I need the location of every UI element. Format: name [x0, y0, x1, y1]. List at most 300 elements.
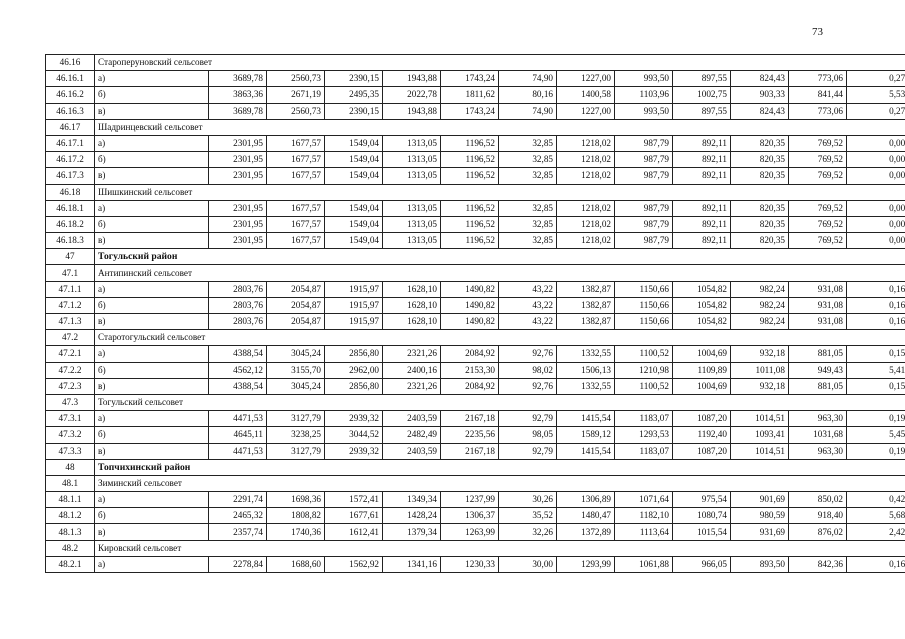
row-code: 48.1: [46, 475, 95, 491]
value-cell: 92,79: [499, 411, 557, 427]
value-cell: 1549,04: [325, 200, 383, 216]
value-cell: 5,53: [847, 87, 905, 103]
value-cell: 1372,89: [557, 524, 615, 540]
value-cell: 892,11: [673, 200, 731, 216]
value-cell: 1743,24: [441, 103, 499, 119]
value-cell: 32,26: [499, 524, 557, 540]
value-cell: 1677,57: [267, 216, 325, 232]
row-code: 46.17.1: [46, 135, 95, 151]
value-cell: 769,52: [789, 135, 847, 151]
row-code: 48.2.1: [46, 556, 95, 572]
value-cell: 3127,79: [267, 443, 325, 459]
value-cell: 1109,89: [673, 362, 731, 378]
value-cell: 987,79: [615, 200, 673, 216]
value-cell: 0,27: [847, 103, 905, 119]
value-cell: 2803,76: [209, 314, 267, 330]
row-variant: а): [95, 200, 209, 216]
data-table: [45, 54, 905, 573]
value-cell: 1103,96: [615, 87, 673, 103]
value-cell: 1313,05: [383, 168, 441, 184]
value-cell: 1549,04: [325, 233, 383, 249]
value-cell: 1218,02: [557, 216, 615, 232]
value-cell: 931,69: [731, 524, 789, 540]
value-cell: 1349,34: [383, 492, 441, 508]
value-cell: 1313,05: [383, 135, 441, 151]
row-code: 46.17.2: [46, 152, 95, 168]
row-variant: б): [95, 87, 209, 103]
district-title: Топчихинский район: [95, 459, 905, 475]
value-cell: 982,24: [731, 297, 789, 313]
section-title: Зиминский сельсовет: [95, 475, 905, 491]
value-cell: 1230,33: [441, 556, 499, 572]
value-cell: 92,79: [499, 443, 557, 459]
value-cell: 32,85: [499, 152, 557, 168]
table-row: [46, 233, 905, 249]
value-cell: 98,02: [499, 362, 557, 378]
value-cell: 1332,55: [557, 346, 615, 362]
value-cell: 2301,95: [209, 200, 267, 216]
value-cell: 949,43: [789, 362, 847, 378]
value-cell: 1087,20: [673, 411, 731, 427]
row-variant: б): [95, 508, 209, 524]
row-code: 46.16.1: [46, 71, 95, 87]
row-code: 46.17: [46, 119, 95, 135]
value-cell: 932,18: [731, 346, 789, 362]
section-title: Антипинский сельсовет: [95, 265, 905, 281]
value-cell: 903,33: [731, 87, 789, 103]
value-cell: 1196,52: [441, 216, 499, 232]
value-cell: 820,35: [731, 168, 789, 184]
value-cell: 769,52: [789, 152, 847, 168]
table-row: [46, 297, 905, 313]
value-cell: 1428,24: [383, 508, 441, 524]
row-code: 46.18.2: [46, 216, 95, 232]
value-cell: 0,00: [847, 168, 905, 184]
row-code: 46.16.2: [46, 87, 95, 103]
value-cell: 1549,04: [325, 152, 383, 168]
value-cell: 1293,99: [557, 556, 615, 572]
section-row: [46, 119, 905, 135]
value-cell: 2390,15: [325, 103, 383, 119]
district-title: Тогульский район: [95, 249, 905, 265]
value-cell: 2962,00: [325, 362, 383, 378]
value-cell: 3689,78: [209, 71, 267, 87]
value-cell: 1183,07: [615, 411, 673, 427]
row-code: 47.1.1: [46, 281, 95, 297]
row-code: 47.3.1: [46, 411, 95, 427]
value-cell: 1150,66: [615, 281, 673, 297]
value-cell: 2403,59: [383, 411, 441, 427]
value-cell: 966,05: [673, 556, 731, 572]
value-cell: 2390,15: [325, 71, 383, 87]
value-cell: 1218,02: [557, 233, 615, 249]
value-cell: 4645,11: [209, 427, 267, 443]
row-code: 47.1.2: [46, 297, 95, 313]
value-cell: 1628,10: [383, 297, 441, 313]
row-code: 46.16: [46, 55, 95, 71]
value-cell: 1004,69: [673, 346, 731, 362]
row-code: 48: [46, 459, 95, 475]
value-cell: 2301,95: [209, 216, 267, 232]
value-cell: 2321,26: [383, 378, 441, 394]
section-row: [46, 330, 905, 346]
value-cell: 1915,97: [325, 314, 383, 330]
value-cell: 1080,74: [673, 508, 731, 524]
value-cell: 1915,97: [325, 281, 383, 297]
table-row: [46, 524, 905, 540]
value-cell: 2357,74: [209, 524, 267, 540]
value-cell: 1490,82: [441, 314, 499, 330]
value-cell: 881,05: [789, 378, 847, 394]
value-cell: 1150,66: [615, 297, 673, 313]
value-cell: 1182,10: [615, 508, 673, 524]
row-code: 48.2: [46, 540, 95, 556]
value-cell: 4471,53: [209, 443, 267, 459]
row-code: 46.18: [46, 184, 95, 200]
row-code: 47.2.2: [46, 362, 95, 378]
section-title: Шишкинский сельсовет: [95, 184, 905, 200]
value-cell: 842,36: [789, 556, 847, 572]
table-row: [46, 314, 905, 330]
value-cell: 820,35: [731, 152, 789, 168]
value-cell: 2482,49: [383, 427, 441, 443]
value-cell: 897,55: [673, 103, 731, 119]
value-cell: 892,11: [673, 233, 731, 249]
value-cell: 1943,88: [383, 103, 441, 119]
value-cell: 2803,76: [209, 297, 267, 313]
value-cell: 43,22: [499, 281, 557, 297]
value-cell: 987,79: [615, 216, 673, 232]
value-cell: 1549,04: [325, 216, 383, 232]
value-cell: 1227,00: [557, 71, 615, 87]
row-variant: а): [95, 346, 209, 362]
row-code: 47.3: [46, 394, 95, 410]
table-row: [46, 103, 905, 119]
value-cell: 4388,54: [209, 378, 267, 394]
row-code: 47.2: [46, 330, 95, 346]
row-variant: в): [95, 233, 209, 249]
value-cell: 1306,37: [441, 508, 499, 524]
value-cell: 1054,82: [673, 281, 731, 297]
value-cell: 1808,82: [267, 508, 325, 524]
value-cell: 893,50: [731, 556, 789, 572]
section-row: [46, 184, 905, 200]
value-cell: 0,42: [847, 492, 905, 508]
value-cell: 1572,41: [325, 492, 383, 508]
value-cell: 1210,98: [615, 362, 673, 378]
value-cell: 892,11: [673, 216, 731, 232]
value-cell: 74,90: [499, 103, 557, 119]
value-cell: 1379,34: [383, 524, 441, 540]
value-cell: 2321,26: [383, 346, 441, 362]
table-row: [46, 135, 905, 151]
row-code: 48.1.1: [46, 492, 95, 508]
row-variant: в): [95, 443, 209, 459]
value-cell: 1677,61: [325, 508, 383, 524]
row-variant: в): [95, 524, 209, 540]
value-cell: 975,54: [673, 492, 731, 508]
section-title: Староперуновский сельсовет: [95, 55, 905, 71]
value-cell: 1293,53: [615, 427, 673, 443]
value-cell: 1227,00: [557, 103, 615, 119]
value-cell: 32,85: [499, 168, 557, 184]
value-cell: 2495,35: [325, 87, 383, 103]
value-cell: 2301,95: [209, 233, 267, 249]
value-cell: 2939,32: [325, 411, 383, 427]
row-variant: в): [95, 314, 209, 330]
section-title: Тогульский сельсовет: [95, 394, 905, 410]
value-cell: 1480,47: [557, 508, 615, 524]
value-cell: 1628,10: [383, 314, 441, 330]
value-cell: 3045,24: [267, 378, 325, 394]
value-cell: 1196,52: [441, 152, 499, 168]
row-code: 48.1.2: [46, 508, 95, 524]
value-cell: 2235,56: [441, 427, 499, 443]
row-variant: а): [95, 492, 209, 508]
value-cell: 1002,75: [673, 87, 731, 103]
table-row: [46, 443, 905, 459]
value-cell: 1100,52: [615, 346, 673, 362]
value-cell: 1415,54: [557, 443, 615, 459]
value-cell: 1677,57: [267, 135, 325, 151]
page-number: 73: [812, 26, 823, 38]
row-code: 47.3.3: [46, 443, 95, 459]
value-cell: 1100,52: [615, 378, 673, 394]
value-cell: 32,85: [499, 135, 557, 151]
value-cell: 824,43: [731, 103, 789, 119]
value-cell: 1332,55: [557, 378, 615, 394]
value-cell: 2054,87: [267, 314, 325, 330]
value-cell: 982,24: [731, 314, 789, 330]
value-cell: 892,11: [673, 152, 731, 168]
value-cell: 769,52: [789, 200, 847, 216]
row-code: 48.1.3: [46, 524, 95, 540]
value-cell: 3155,70: [267, 362, 325, 378]
value-cell: 1400,58: [557, 87, 615, 103]
value-cell: 2560,73: [267, 103, 325, 119]
value-cell: 2,42: [847, 524, 905, 540]
value-cell: 876,02: [789, 524, 847, 540]
section-row: [46, 394, 905, 410]
value-cell: 2054,87: [267, 297, 325, 313]
value-cell: 1811,62: [441, 87, 499, 103]
value-cell: 1031,68: [789, 427, 847, 443]
value-cell: 2939,32: [325, 443, 383, 459]
value-cell: 931,08: [789, 314, 847, 330]
value-cell: 1150,66: [615, 314, 673, 330]
value-cell: 2856,80: [325, 346, 383, 362]
row-variant: б): [95, 297, 209, 313]
value-cell: 2403,59: [383, 443, 441, 459]
district-row: [46, 459, 905, 475]
value-cell: 993,50: [615, 71, 673, 87]
value-cell: 987,79: [615, 168, 673, 184]
value-cell: 1196,52: [441, 233, 499, 249]
value-cell: 820,35: [731, 135, 789, 151]
row-variant: а): [95, 71, 209, 87]
value-cell: 2022,78: [383, 87, 441, 103]
section-title: Кировский сельсовет: [95, 540, 905, 556]
value-cell: 1218,02: [557, 135, 615, 151]
value-cell: 824,43: [731, 71, 789, 87]
section-row: [46, 55, 905, 71]
value-cell: 1218,02: [557, 200, 615, 216]
value-cell: 1313,05: [383, 200, 441, 216]
table-row: [46, 71, 905, 87]
value-cell: 3127,79: [267, 411, 325, 427]
value-cell: 1677,57: [267, 200, 325, 216]
value-cell: 1589,12: [557, 427, 615, 443]
value-cell: 0,00: [847, 233, 905, 249]
value-cell: 897,55: [673, 71, 731, 87]
value-cell: 2167,18: [441, 411, 499, 427]
value-cell: 1677,57: [267, 233, 325, 249]
table-row: [46, 362, 905, 378]
value-cell: 4562,12: [209, 362, 267, 378]
value-cell: 2291,74: [209, 492, 267, 508]
row-code: 46.18.3: [46, 233, 95, 249]
value-cell: 1093,41: [731, 427, 789, 443]
value-cell: 0,00: [847, 152, 905, 168]
value-cell: 901,69: [731, 492, 789, 508]
row-variant: а): [95, 135, 209, 151]
value-cell: 2301,95: [209, 135, 267, 151]
value-cell: 2560,73: [267, 71, 325, 87]
value-cell: 3238,25: [267, 427, 325, 443]
value-cell: 3044,52: [325, 427, 383, 443]
section-title: Старотогульский сельсовет: [95, 330, 905, 346]
value-cell: 0,16: [847, 297, 905, 313]
value-cell: 74,90: [499, 71, 557, 87]
value-cell: 3045,24: [267, 346, 325, 362]
value-cell: 92,76: [499, 378, 557, 394]
row-code: 47.1.3: [46, 314, 95, 330]
value-cell: 1237,99: [441, 492, 499, 508]
value-cell: 987,79: [615, 233, 673, 249]
value-cell: 1506,13: [557, 362, 615, 378]
value-cell: 769,52: [789, 216, 847, 232]
value-cell: 892,11: [673, 168, 731, 184]
value-cell: 1004,69: [673, 378, 731, 394]
value-cell: 2167,18: [441, 443, 499, 459]
value-cell: 5,41: [847, 362, 905, 378]
value-cell: 2084,92: [441, 378, 499, 394]
value-cell: 931,08: [789, 297, 847, 313]
value-cell: 1192,40: [673, 427, 731, 443]
value-cell: 3863,36: [209, 87, 267, 103]
value-cell: 1113,64: [615, 524, 673, 540]
value-cell: 1196,52: [441, 200, 499, 216]
value-cell: 0,16: [847, 281, 905, 297]
value-cell: 1382,87: [557, 297, 615, 313]
section-row: [46, 540, 905, 556]
value-cell: 1677,57: [267, 168, 325, 184]
table-row: [46, 200, 905, 216]
value-cell: 1054,82: [673, 314, 731, 330]
value-cell: 2301,95: [209, 168, 267, 184]
value-cell: 1943,88: [383, 71, 441, 87]
row-code: 47.3.2: [46, 427, 95, 443]
value-cell: 0,00: [847, 200, 905, 216]
table-body: [46, 55, 905, 573]
value-cell: 2278,84: [209, 556, 267, 572]
value-cell: 1688,60: [267, 556, 325, 572]
table-row: [46, 427, 905, 443]
value-cell: 1549,04: [325, 168, 383, 184]
value-cell: 1382,87: [557, 281, 615, 297]
table-row: [46, 346, 905, 362]
value-cell: 1306,89: [557, 492, 615, 508]
section-row: [46, 265, 905, 281]
value-cell: 1677,57: [267, 152, 325, 168]
value-cell: 0,16: [847, 556, 905, 572]
table-row: [46, 556, 905, 572]
value-cell: 1263,99: [441, 524, 499, 540]
value-cell: 1382,87: [557, 314, 615, 330]
row-variant: а): [95, 281, 209, 297]
value-cell: 1196,52: [441, 135, 499, 151]
value-cell: 43,22: [499, 314, 557, 330]
value-cell: 982,24: [731, 281, 789, 297]
value-cell: 1698,36: [267, 492, 325, 508]
value-cell: 963,30: [789, 411, 847, 427]
table-row: [46, 168, 905, 184]
value-cell: 0,00: [847, 135, 905, 151]
value-cell: 963,30: [789, 443, 847, 459]
value-cell: 1015,54: [673, 524, 731, 540]
value-cell: 1740,36: [267, 524, 325, 540]
value-cell: 35,52: [499, 508, 557, 524]
value-cell: 1915,97: [325, 297, 383, 313]
value-cell: 1313,05: [383, 216, 441, 232]
value-cell: 98,05: [499, 427, 557, 443]
row-code: 46.18.1: [46, 200, 95, 216]
value-cell: 4388,54: [209, 346, 267, 362]
row-variant: в): [95, 103, 209, 119]
value-cell: 773,06: [789, 71, 847, 87]
value-cell: 820,35: [731, 200, 789, 216]
value-cell: 987,79: [615, 152, 673, 168]
value-cell: 1218,02: [557, 152, 615, 168]
value-cell: 932,18: [731, 378, 789, 394]
row-code: 46.16.3: [46, 103, 95, 119]
value-cell: 2856,80: [325, 378, 383, 394]
row-code: 47.2.1: [46, 346, 95, 362]
value-cell: 2671,19: [267, 87, 325, 103]
value-cell: 769,52: [789, 168, 847, 184]
value-cell: 1415,54: [557, 411, 615, 427]
value-cell: 1054,82: [673, 297, 731, 313]
section-row: [46, 475, 905, 491]
row-code: 47: [46, 249, 95, 265]
value-cell: 3689,78: [209, 103, 267, 119]
value-cell: 1183,07: [615, 443, 673, 459]
value-cell: 0,15: [847, 378, 905, 394]
table-row: [46, 492, 905, 508]
value-cell: 30,26: [499, 492, 557, 508]
value-cell: 769,52: [789, 233, 847, 249]
value-cell: 2465,32: [209, 508, 267, 524]
row-code: 47.2.3: [46, 378, 95, 394]
value-cell: 80,16: [499, 87, 557, 103]
value-cell: 92,76: [499, 346, 557, 362]
value-cell: 1549,04: [325, 135, 383, 151]
value-cell: 993,50: [615, 103, 673, 119]
row-variant: б): [95, 362, 209, 378]
row-code: 47.1: [46, 265, 95, 281]
value-cell: 0,16: [847, 314, 905, 330]
value-cell: 32,85: [499, 216, 557, 232]
